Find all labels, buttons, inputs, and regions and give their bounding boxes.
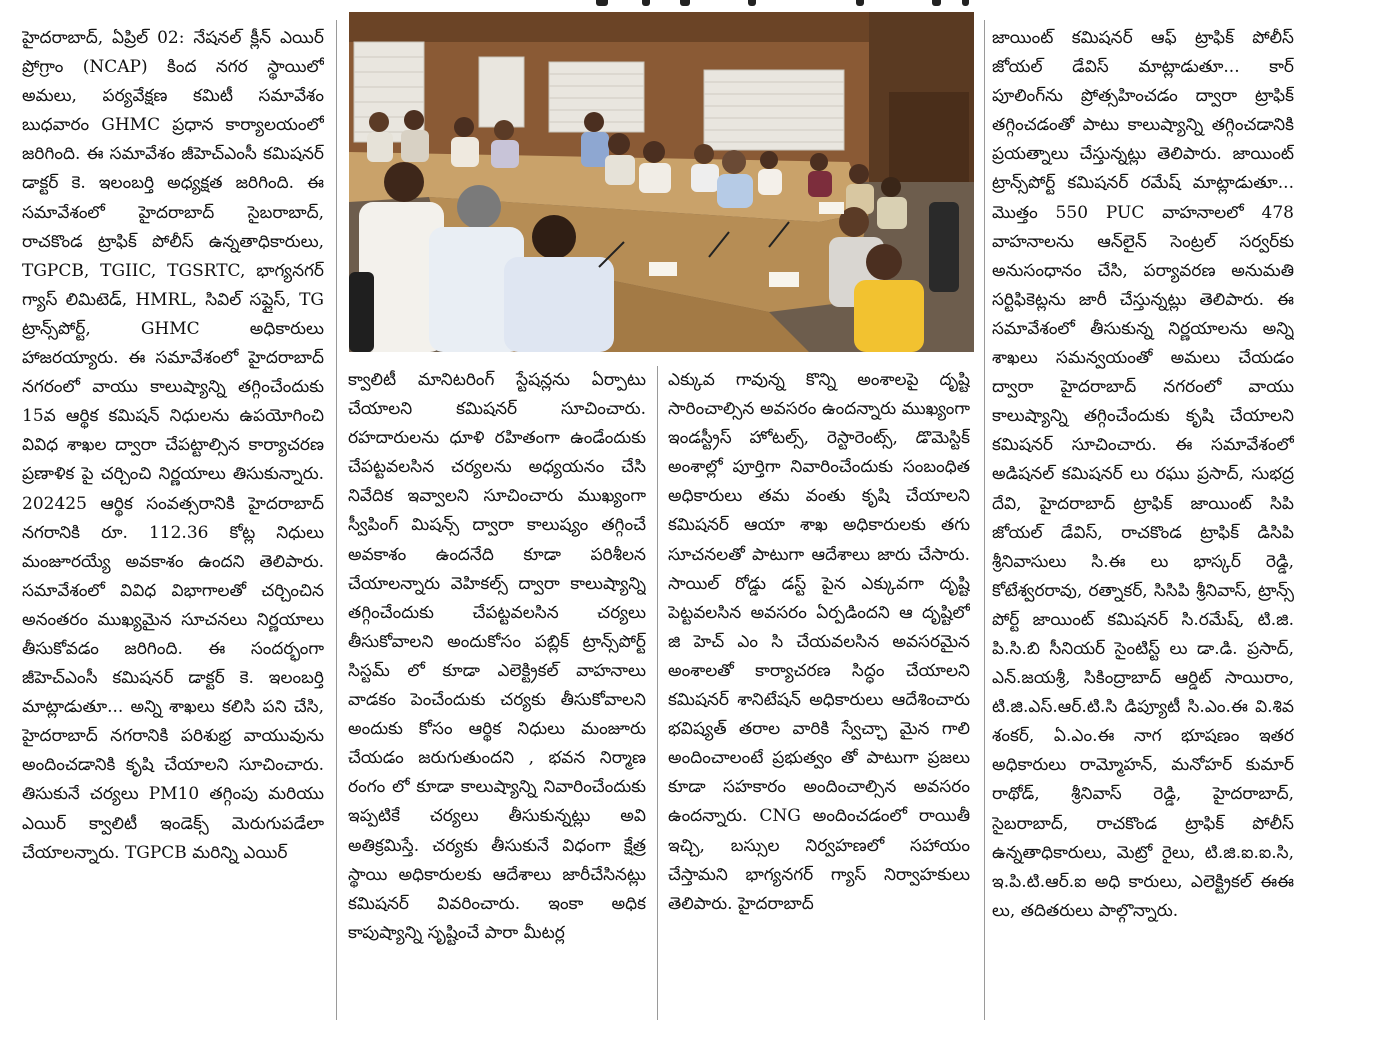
column-divider	[336, 20, 337, 1020]
article-text: క్వాలిటీ మానిటరింగ్ స్టేషన్లను ఏర్పాటు చేయాలని కమిషనర్ సూచించారు. రహదారులను ధూళి రహితంగా ఉండేందుకు చేపట్టవలసిన చర్యలను అధ్యయనం చేసి నివేదిక ఇవ్వాలని సూచించారు ముఖ్యంగా స్వీపింగ్ మిషన్స్ ద్వారా కాలుష్యం తగ్గించే అవకాశం ఉందనేది కూడా పరిశీలన చేయాలన్నారు వెహికల్స్ ద్వారా కాలుష్యాన్ని తగ్గించేందుకు చేపట్టవలసిన చర్యలు తీసుకోవాలని అందుకోసం పబ్లిక్ ట్రాన్స్‌పోర్ట్ సిస్టమ్ లో కూడా ఎలెక్ట్రికల్ వాహనాలు వాడకం పెంచేందుకు చర్యకు తీసుకోవాలని అందుకు కోసం ఆర్థిక నిధులు మంజూరు చేయడం జరుగుతుందని , భవన నిర్మాణ రంగం లో కూడా కాలుష్యాన్ని నివారించేందుకు ఇప్పటికే చర్యలు తీసుకున్నట్లు అవి అతిక్రమిస్తే. చర్యకు తీసుకునే విధంగా క్షేత్ర స్థాయి అధికారులకు ఆదేశాలు జారీచేసినట్లు కమిషనర్ వివరించారు. ఇంకా అధిక కాపుష్యాన్ని సృష్టించే పారా మీటర్ల	[348, 370, 646, 943]
article-text: హైదరాబాద్, ఏప్రిల్ 02: నేషనల్ క్లీన్ ఎయిర్ ప్రోగ్రాం (NCAP) కింద నగర స్థాయిలో అమలు, పర్యవేక్షణ కమిటీ సమావేశం బుధవారం GHMC ప్రధాన కార్యాలయంలో జరిగింది. ఈ సమావేశం జీహెచ్ఎంసీ కమిషనర్ డాక్టర్ కె. ఇలంబర్తి అధ్యక్షత జరిగింది. ఈ సమావేశంలో హైదరాబాద్ సైబరాబాద్, రాచకొండ ట్రాఫిక్ పోలీస్ ఉన్నతాధికారులు, TGPCB, TGIIC, TGSRTC, భాగ్యనగర్ గ్యాస్ లిమిటెడ్, HMRL, సివిల్ సప్లైస్, TG ట్రాన్స్‌పోర్ట్, GHMC అధికారులు హాజరయ్యారు. ఈ సమావేశంలో హైదరాబాద్ నగరంలో వాయు కాలుష్యాన్ని తగ్గించేందుకు 15వ ఆర్థిక కమిషన్ నిధులను ఉపయోగించి వివిధ శాఖల ద్వారా చేపట్టాల్సిన కార్యాచరణ ప్రణాళిక పై చర్చించి నిర్ణయాలు తిసుకున్నారు. 202425 ఆర్థిక సంవత్సరానికి హైదరాబాద్ నగరానికి రూ. 112.36 కోట్ల నిధులు మంజూరయ్యే అవకాశం ఉందని తెలిపారు. సమావేశంలో వివిధ విభాగాలతో చర్చించిన అనంతరం ముఖ్యమైన సూచనలు నిర్ణయాలు తీసుకోవడం జరిగింది. ఈ సందర్భంగా జీహెచ్ఎంసీ కమిషనర్ డాక్టర్ కె. ఇలంబర్తి మాట్లాడుతూ... అన్ని శాఖలు కలిసి పని చేసి, హైదరాబాద్ నగరానికి పరిశుభ్ర వాయువును అందించడానికి కృషి చేయాలని సూచించారు. తిసుకునే చర్యలు PM10 తగ్గింపు మరియు ఎయిర్ క్వాలిటీ ఇండెక్స్ మెరుగుపడేలా చేయాలన్నారు. TGPCB మరిన్ని ఎయిర్	[22, 28, 324, 863]
article-column-3	[668, 366, 970, 1034]
article-column-1	[22, 24, 324, 1024]
article-text: జాయింట్ కమిషనర్ ఆఫ్ ట్రాఫిక్ పోలీస్ జోయల్ డేవిస్ మాట్లాడుతూ... కార్ పూలింగ్‌ను ప్రోత్సహించడం ద్వారా ట్రాఫిక్ తగ్గించడంతో పాటు కాలుష్యాన్ని తగ్గించడానికి ప్రయత్నాలు చేస్తున్నట్లు తెలిపారు. జాయింట్ ట్రాన్స్‌పోర్ట్ కమిషనర్ రమేష్ మాట్లాడుతూ... మొత్తం 550 PUC వాహనాలలో 478 వాహనాలను ఆన్‌లైన్ సెంట్రల్ సర్వర్‌కు అనుసంధానం చేసి, పర్యావరణ అనుమతి సర్టిఫికెట్లను జారీ చేస్తున్నట్లు తెలిపారు. ఈ సమావేశంలో తీసుకున్న నిర్ణయాలను అన్ని శాఖలు సమన్వయంతో అమలు చేయడం ద్వారా హైదరాబాద్ నగరంలో వాయు కాలుష్యాన్ని తగ్గించేందుకు కృషి చేయాలని కమిషనర్ సూచించారు. ఈ సమావేశంలో అడిషనల్ కమిషనర్ లు రఘు ప్రసాద్, సుభద్ర దేవి, హైదరాబాద్ ట్రాఫిక్ జాయింట్ సిపి జోయల్ డేవిస్, రాచకొండ ట్రాఫిక్ డిసిపి శ్రీనివాసులు సి.ఈ లు భాస్కర్ రెడ్డి, కోటేశ్వరరావు, రత్నాకర్, సిసిపి శ్రీనివాస్, ట్రాన్స్ పోర్ట్ జాయింట్ కమిషనర్ సి.రమేష్, టి.జి. పి.సి.బి సీనియర్ సైంటిస్ట్ లు డా.డి. ప్రసాద్, ఎన్.జయశ్రీ, సికింద్రాబాద్ ఆర్డిట్ సాయిరాం, టి.జి.ఎస్.ఆర్.టి.సి డిప్యూటీ సి.ఎం.ఈ వి.శివ శంకర్, ఏ.ఎం.ఈ నాగ భూషణం ఇతర అధికారులు రామ్మోహన్, మనోహర్ కుమార్ రాథోడ్, శ్రీనివాస్ రెడ్డి, హైదరాబాద్, సైబరాబాద్, రాచకొండ ట్రాఫిక్ పోలీస్ ఉన్నతాధికారులు, మెట్రో రైలు, టి.జి.ఐ.ఐ.సి, ఇ.పి.టి.ఆర్.ఐ అధి కారులు, ఎలెక్ట్రికల్ ఈఈ లు, తదితరులు పాల్గొన్నారు.	[992, 28, 1294, 921]
article-column-4	[992, 24, 1294, 1024]
article-text: ఎక్కువ గావున్న కొన్ని అంశాలపై దృష్టి సారించాల్సిన అవసరం ఉందన్నారు ముఖ్యంగా ఇండస్ట్రీస్ హోటల్స్, రెస్టారెంట్స్, డొమెస్టిక్ అంశాల్లో పూర్తిగా నివారించేందుకు సంబంధిత అధికారులు తమ వంతు కృషి చేయాలని కమిషనర్ ఆయా శాఖ అధికారులకు తగు సూచనలతో పాటుగా ఆదేశాలు జారు చేసారు. సాయిల్ రోడ్డు డస్ట్ పైన ఎక్కువగా దృష్టి పెట్టవలసిన అవసరం ఏర్పడిందని ఆ దృష్టిలో జి హెచ్ ఎం సి చేయవలసిన అవసరమైన అంశాలతో కార్యాచరణ సిద్ధం చేయాలని కమిషనర్ శానిటేషన్ అధికారులు ఆదేశించారు భవిష్యత్ తరాల వారికి స్వేచ్ఛా మైన గాలి అందించాలంటే ప్రభుత్వం తో పాటుగా ప్రజలు కూడా సహకారం అందించాల్సిన అవసరం ఉందన్నారు. CNG అందించడంలో రాయితీ ఇచ్చి, బస్సుల నిర్వహణలో సహాయం చేస్తామని భాగ్యనగర్ గ్యాస్ నిర్వాహకులు తెలిపారు. హైదరాబాద్	[668, 370, 970, 914]
column-divider	[657, 366, 658, 1020]
headline-fragment	[350, 0, 974, 10]
meeting-photo	[349, 12, 974, 352]
column-divider	[984, 20, 985, 1020]
article-column-2	[348, 366, 646, 1034]
